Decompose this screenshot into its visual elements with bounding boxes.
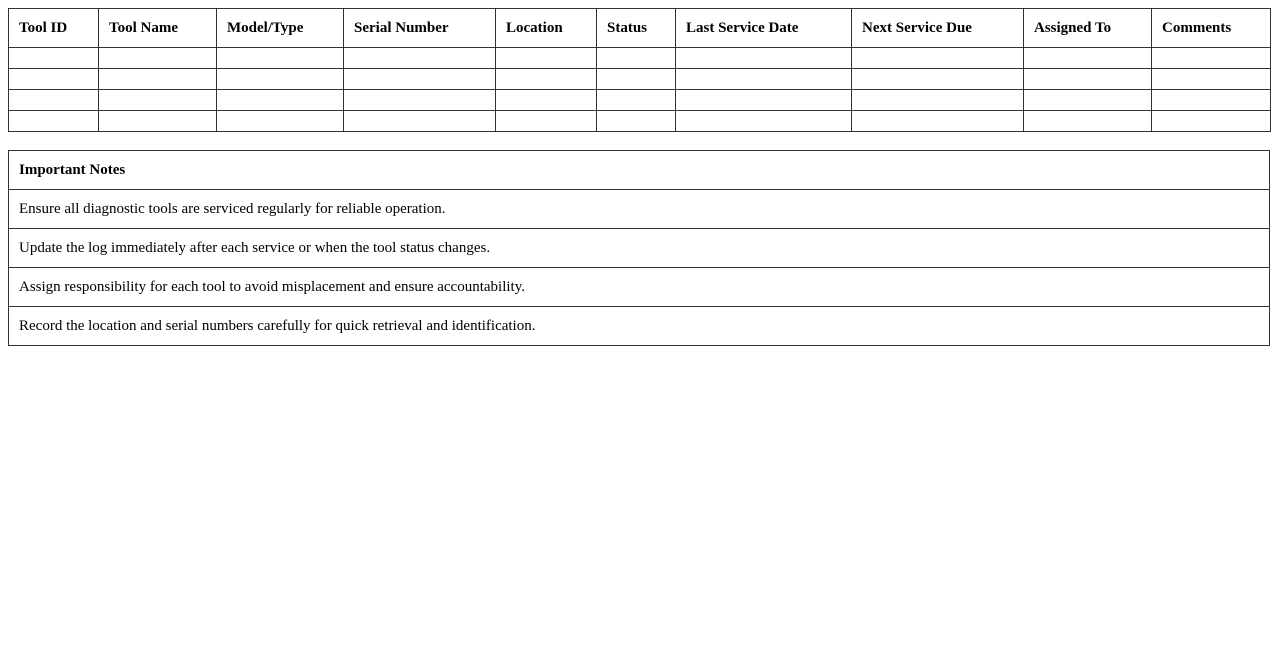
notes-title: Important Notes [9, 151, 1270, 190]
table-cell[interactable] [676, 69, 852, 90]
table-cell[interactable] [344, 90, 496, 111]
table-cell[interactable] [597, 90, 676, 111]
table-cell[interactable] [496, 48, 597, 69]
table-row [9, 90, 1271, 111]
table-cell[interactable] [9, 90, 99, 111]
table-row [9, 111, 1271, 132]
table-cell[interactable] [852, 69, 1024, 90]
table-cell[interactable] [1024, 90, 1152, 111]
column-header: Next Service Due [852, 9, 1024, 48]
note-row [9, 229, 1270, 268]
table-cell[interactable] [344, 69, 496, 90]
table-cell[interactable] [676, 111, 852, 132]
table-cell[interactable] [852, 48, 1024, 69]
table-cell[interactable] [99, 90, 217, 111]
table-cell[interactable] [1024, 111, 1152, 132]
note-text: Assign responsibility for each tool to avoid misplacement and ensure accountability. [9, 268, 1270, 307]
table-cell[interactable] [217, 48, 344, 69]
column-header: Last Service Date [676, 9, 852, 48]
table-cell[interactable] [496, 69, 597, 90]
table-cell[interactable] [597, 48, 676, 69]
table-cell[interactable] [1152, 90, 1271, 111]
table-cell[interactable] [1024, 69, 1152, 90]
table-cell[interactable] [99, 48, 217, 69]
note-text: Record the location and serial numbers carefully for quick retrieval and identification. [9, 307, 1270, 346]
table-cell[interactable] [496, 111, 597, 132]
table-row [9, 48, 1271, 69]
column-header: Serial Number [344, 9, 496, 48]
table-cell[interactable] [676, 48, 852, 69]
note-text: Update the log immediately after each service or when the tool status changes. [9, 229, 1270, 268]
table-cell[interactable] [597, 111, 676, 132]
column-header: Tool Name [99, 9, 217, 48]
table-cell[interactable] [344, 48, 496, 69]
table-cell[interactable] [1024, 48, 1152, 69]
table-cell[interactable] [217, 69, 344, 90]
column-header: Model/Type [217, 9, 344, 48]
column-header: Assigned To [1024, 9, 1152, 48]
column-header: Location [496, 9, 597, 48]
important-notes-table [8, 150, 1270, 346]
table-cell[interactable] [597, 69, 676, 90]
table-cell[interactable] [99, 69, 217, 90]
tool-log-table [8, 8, 1271, 132]
column-header: Status [597, 9, 676, 48]
table-cell[interactable] [852, 90, 1024, 111]
column-header: Tool ID [9, 9, 99, 48]
note-row [9, 190, 1270, 229]
table-cell[interactable] [852, 111, 1024, 132]
column-header: Comments [1152, 9, 1271, 48]
table-cell[interactable] [676, 90, 852, 111]
note-row [9, 307, 1270, 346]
table-cell[interactable] [217, 111, 344, 132]
table-cell[interactable] [9, 111, 99, 132]
table-row [9, 69, 1271, 90]
table-cell[interactable] [217, 90, 344, 111]
note-text: Ensure all diagnostic tools are serviced regularly for reliable operation. [9, 190, 1270, 229]
header-row [9, 9, 1271, 48]
table-cell[interactable] [99, 111, 217, 132]
table-cell[interactable] [9, 48, 99, 69]
table-cell[interactable] [9, 69, 99, 90]
table-cell[interactable] [1152, 48, 1271, 69]
table-cell[interactable] [1152, 69, 1271, 90]
table-cell[interactable] [1152, 111, 1271, 132]
note-row [9, 268, 1270, 307]
table-cell[interactable] [496, 90, 597, 111]
notes-header-row [9, 151, 1270, 190]
table-cell[interactable] [344, 111, 496, 132]
